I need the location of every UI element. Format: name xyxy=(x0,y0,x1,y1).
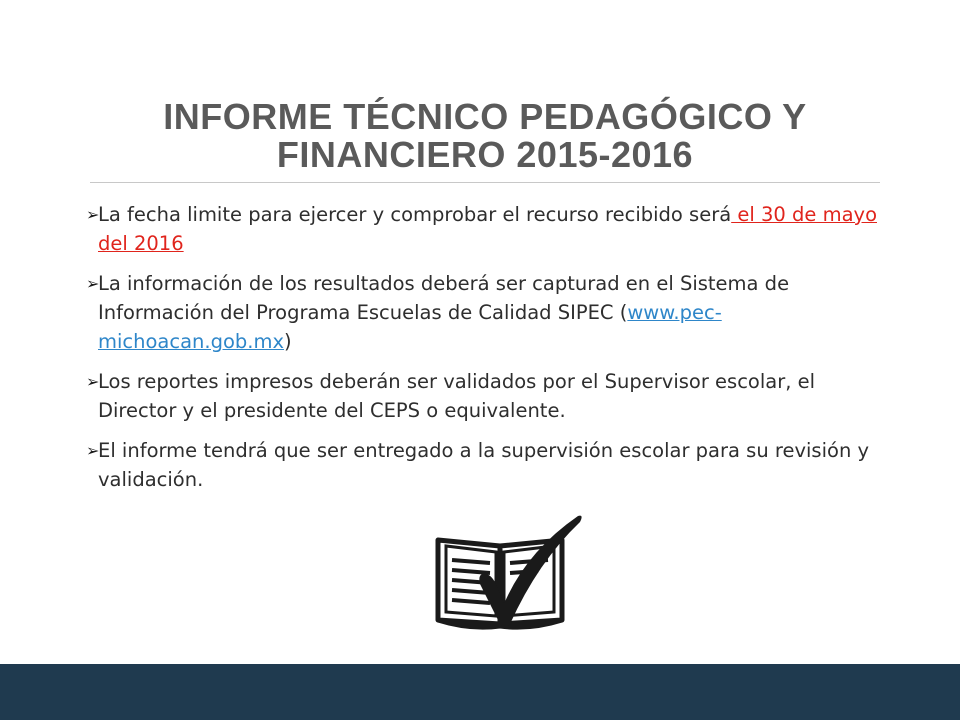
footer-bar xyxy=(0,664,960,720)
bullet-text-after: ) xyxy=(284,330,292,353)
arrow-bullet-icon: ➢ xyxy=(86,441,100,460)
arrow-bullet-icon: ➢ xyxy=(86,274,100,293)
bullet-item-deadline xyxy=(78,200,878,258)
slide-title-line-1: INFORME TÉCNICO PEDAGÓGICO Y xyxy=(163,96,807,137)
bullet-item-reports xyxy=(78,367,878,425)
bullet-text: La fecha limite para ejercer y comprobar el recurso recibido será xyxy=(98,203,732,226)
arrow-bullet-icon: ➢ xyxy=(86,372,100,391)
arrow-bullet-icon: ➢ xyxy=(86,205,100,224)
bullet-text: El informe tendrá que ser entregado a la supervisión escolar para su revisión y validación. xyxy=(98,439,870,491)
slide-title xyxy=(90,98,880,174)
title-divider xyxy=(90,182,880,183)
bullet-text: Los reportes impresos deberán ser validados por el Supervisor escolar, el Director y el presidente del CEPS o equivalente. xyxy=(98,370,816,422)
bullet-list xyxy=(78,200,878,505)
bullet-text: La información de los resultados deberá ser capturad en el Sistema de Información del Programa Escuelas de Calidad SIPEC ( xyxy=(98,272,790,324)
deadline-highlight: el 30 de mayo del 2016 xyxy=(98,203,877,255)
slide-title-line-2: FINANCIERO 2015-2016 xyxy=(276,134,694,175)
sipec-link[interactable]: www.pec-michoacan.gob.mx xyxy=(98,301,722,353)
bullet-item-sipec xyxy=(78,269,878,356)
bullet-item-delivery xyxy=(78,436,878,494)
book-checkmark-icon xyxy=(430,512,590,642)
